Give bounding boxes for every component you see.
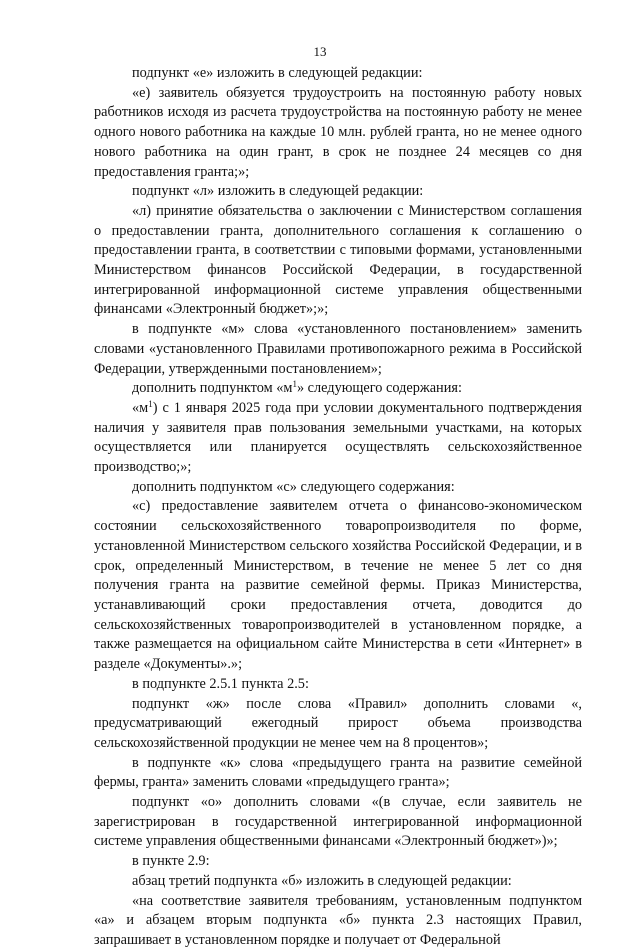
paragraph: подпункт «о» дополнить словами «(в случае, если заявитель не зарегистрирован в государственной интегрированной информационной системе управления общественными финансами «Электронный бюджет»)»; [94,794,582,850]
paragraph [94,399,582,478]
text-run: «м [132,399,149,416]
paragraph: в подпункте 2.5.1 пункта 2.5: [132,675,309,692]
superscript: 1 [148,398,153,409]
paragraph: подпункт «е» изложить в следующей редакции: [132,65,423,81]
page-number: 13 [313,44,327,59]
text-run: дополнить подпунктом «м [132,380,293,397]
text-run: ) с 1 января 2025 года при условии документального подтверждения наличия у заявителя прав пользования земельными участками, на которых осуществляется или планируется осуществлять сельскохозяйственное производство;»; [94,399,582,476]
paragraph: подпункт «ж» после слова «Правил» дополнить словами «, предусматривающий ежегодный прирост объема производства сельскохозяйственной продукции не менее чем на 8 процентов»; [94,695,582,751]
paragraph: в подпункте «м» слова «установленного постановлением» заменить словами «установленного Правилами противопожарного режима в Российской Федерации, утвержденными постановлением»; [94,321,582,377]
superscript: 1 [292,379,297,390]
paragraph: абзац третий подпункта «б» изложить в следующей редакции: [132,872,512,889]
paragraph: дополнить подпунктом «с» следующего содержания: [132,478,455,495]
document-body [94,64,582,951]
paragraph: в подпункте «к» слова «предыдущего гранта на развитие семейной фермы, гранта» заменить словами «предыдущего гранта»; [94,754,582,791]
paragraph: «на соответствие заявителя требованиям, установленным подпунктом «а» и абзацем вторым подпункта «б» пункта 2.3 настоящих Правил, запрашивает в установленном порядке и получает от Федеральной [94,892,582,948]
paragraph: подпункт «л» изложить в следующей редакции: [132,183,424,200]
paragraph: «е) заявитель обязуется трудоустроить на постоянную работу новых работников исходя из расчета трудоустройства на постоянную работу не менее одного нового работника на каждые 10 млн. рублей гранта, но не менее одного нового работника на один грант, в срок не позднее 24 месяцев со дня предоставления гранта;»; [94,84,582,180]
paragraph: «л) принятие обязательства о заключении с Министерством соглашения о предоставлении гранта, дополнительного соглашения к соглашению о предоставлении гранта, в соответствии с типовыми формами, установленными Министерством финансов Российской Федерации, в государственной интегрированной информационной системе управления общественными финансами «Электронный бюджет»;»; [94,202,582,318]
text-run: » следующего содержания: [296,380,462,397]
paragraph [94,379,582,399]
paragraph: «с) предоставление заявителем отчета о финансово-экономическом состоянии сельскохозяйственного товаропроизводителя по форме, установленной Министерством сельского хозяйства Российской Федерации, и в срок, определенный Министерством, в течение не менее 5 лет со дня получения гранта на развитие семейной фермы. Приказ Министерства, устанавливающий сроки предоставления отчета, доводится до сельскохозяйственных товаропроизводителей в установленном порядке, а также размещается на официальном сайте Министерства в сети «Интернет» в разделе «Документы».»; [94,498,582,673]
paragraph: в пункте 2.9: [132,853,210,870]
